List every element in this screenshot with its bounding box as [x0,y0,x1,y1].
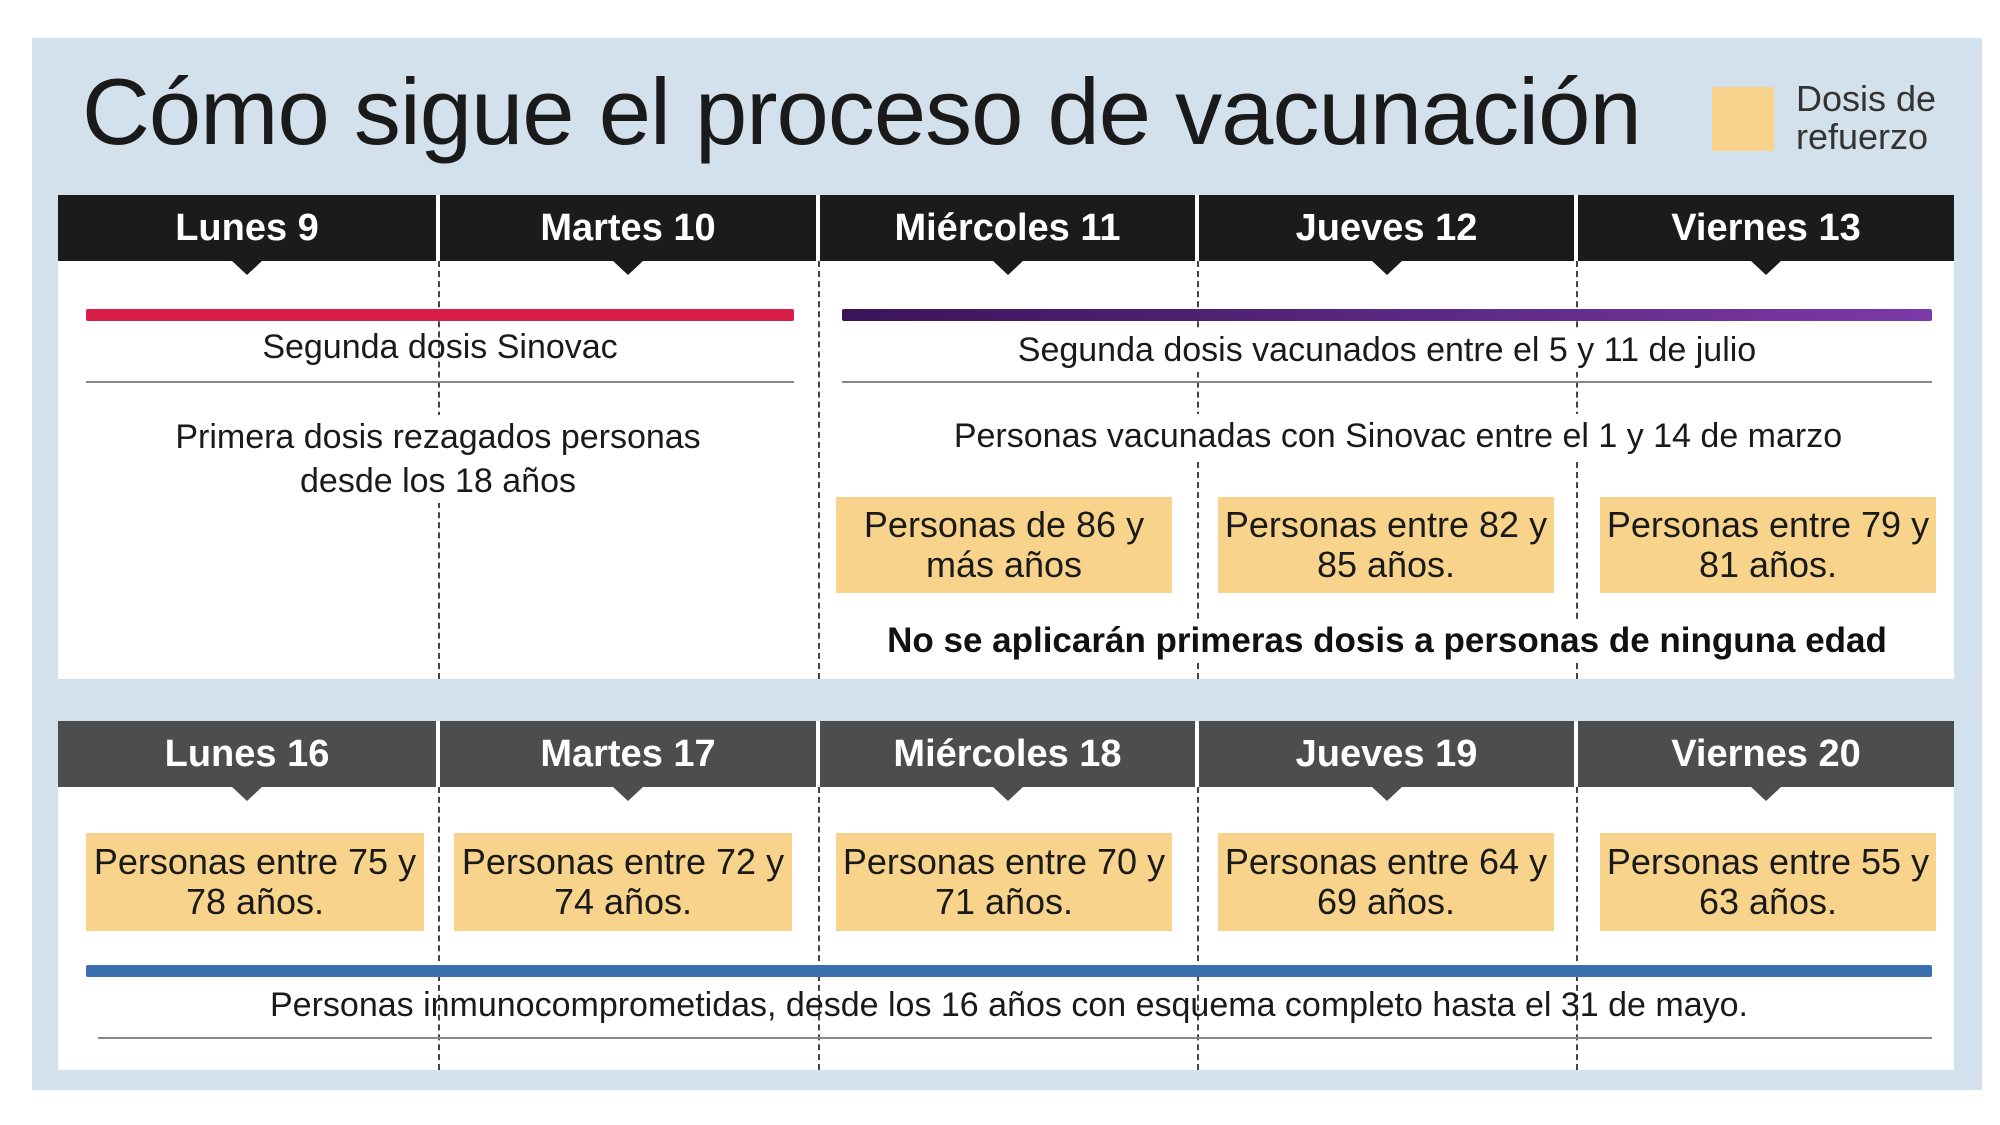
week-1-schedule [58,195,1954,679]
legend-swatch [1712,87,1774,151]
july-second-dose-bar [842,309,1932,321]
legend-label: Dosis de refuerzo [1796,78,1937,157]
booster-group-82-85: Personas entre 82 y 85 años. [1218,497,1554,593]
day-header-thursday-19: Jueves 19 [1199,721,1574,787]
booster-group-55-63: Personas entre 55 y 63 años. [1600,833,1936,931]
day-header-friday-20: Viernes 20 [1578,721,1954,787]
day-divider [818,261,820,679]
day-divider [1576,787,1578,1070]
day-divider [818,787,820,1070]
week-2-schedule [58,721,1954,1070]
day-header-monday-16: Lunes 16 [58,721,436,787]
day-divider [1197,261,1199,679]
divider-line [842,381,1932,383]
booster-group-72-74: Personas entre 72 y 74 años. [454,833,792,931]
booster-group-86-plus: Personas de 86 y más años [836,497,1172,593]
first-dose-laggards-label: Primera dosis rezagados personas desde los 18 años [158,415,718,503]
booster-group-70-71: Personas entre 70 y 71 años. [836,833,1172,931]
day-header-tuesday-17: Martes 17 [440,721,816,787]
day-header-wednesday-11: Miércoles 11 [820,195,1195,261]
no-first-dose-notice: No se aplicarán primeras dosis a personas de ninguna edad [842,621,1932,661]
day-header-wednesday-18: Miércoles 18 [820,721,1195,787]
booster-group-64-69: Personas entre 64 y 69 años. [1218,833,1554,931]
divider-line [98,1037,1932,1039]
sinovac-second-dose-bar [86,309,794,321]
immunocompromised-bar [86,965,1932,977]
day-header-tuesday-10: Martes 10 [440,195,816,261]
day-divider [1576,261,1578,679]
day-divider [1197,787,1199,1070]
immunocompromised-label: Personas inmunocomprometidas, desde los 16 años con esquema completo hasta el 31 de mayo. [270,986,1748,1024]
july-second-dose-label: Segunda dosis vacunados entre el 5 y 11 de julio [842,328,1932,372]
page-title: Cómo sigue el proceso de vacunación [82,59,1641,164]
day-divider [438,787,440,1070]
booster-group-79-81: Personas entre 79 y 81 años. [1600,497,1936,593]
sinovac-second-dose-label: Segunda dosis Sinovac [262,328,618,366]
day-header-friday-13: Viernes 13 [1578,195,1954,261]
divider-line [86,381,794,383]
day-header-monday-9: Lunes 9 [58,195,436,261]
sinovac-march-label: Personas vacunadas con Sinovac entre el 1 y 14 de marzo [878,414,1918,458]
booster-group-75-78: Personas entre 75 y 78 años. [86,833,424,931]
day-header-thursday-12: Jueves 12 [1199,195,1574,261]
